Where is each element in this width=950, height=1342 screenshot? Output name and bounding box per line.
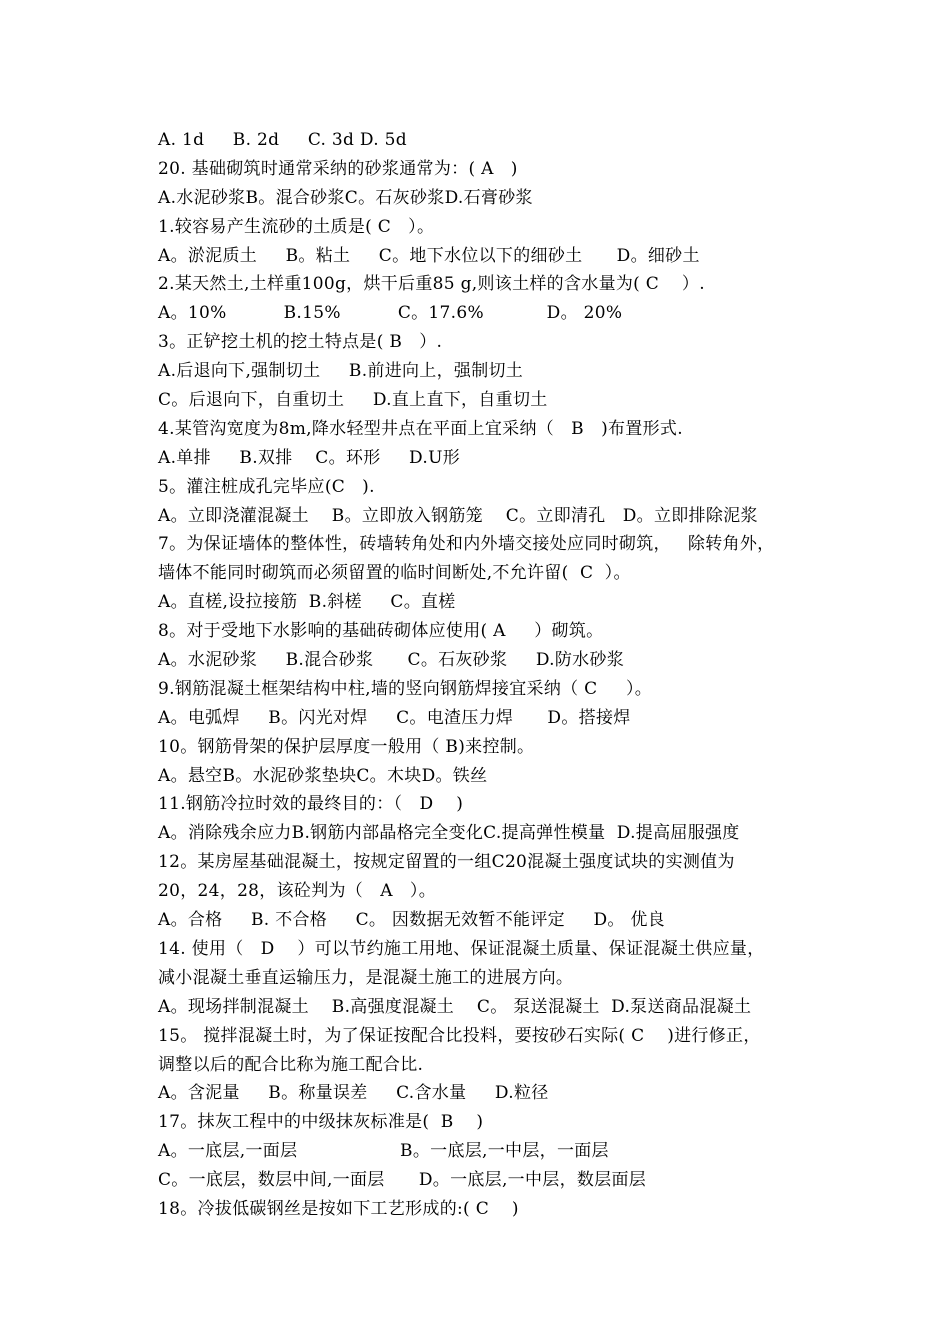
question-9: 9.钢筋混凝土框架结构中柱,墙的竖向钢筋焊接宜采纳（ C ）。 — [158, 678, 653, 699]
question-5: 5。灌注桩成孔完毕应(C ). — [158, 476, 375, 497]
text-line: A.水泥砂浆B。混合砂浆C。石灰砂浆D.石膏砂浆 — [158, 187, 533, 208]
question-15: 15。 搅拌混凝土时，为了保证按配合比投料，要按砂石实际( C )进行修正， — [158, 1025, 761, 1046]
text-line: 调整以后的配合比称为施工配合比. — [158, 1054, 424, 1075]
text-line: A。合格 B. 不合格 C。 因数据无效暂不能评定 D。 优良 — [158, 910, 665, 931]
document-body — [158, 126, 848, 1224]
question-2: 2.某天然土,土样重100g，烘干后重85 g,则该土样的含水量为( C ）. — [158, 274, 705, 295]
text-line: A。水泥砂浆 B.混合砂浆 C。石灰砂浆 D.防水砂浆 — [158, 650, 625, 671]
text-line: 墙体不能同时砌筑而必须留置的临时间断处,不允许留( C ）。 — [158, 563, 631, 584]
question-4: 4.某管沟宽度为8m,降水轻型井点在平面上宜采纳（ B )布置形式. — [158, 418, 683, 439]
text-line: A。电弧焊 B。闪光对焊 C。电渣压力焊 D。搭接焊 — [158, 707, 631, 728]
question-7: 7。为保证墙体的整体性，砖墙转角处和内外墙交接处应同时砌筑， 除转角外， — [158, 534, 775, 555]
question-10: 10。钢筋骨架的保护层厚度一般用（ B)来控制。 — [158, 736, 535, 757]
question-14: 14. 使用（ D ）可以节约施工用地、保证混凝土质量、保证混凝土供应量， — [158, 938, 765, 959]
text-line: A.单排 B.双排 C。环形 D.U形 — [158, 447, 460, 468]
text-line: A。一底层,一面层 B。一底层,一中层，一面层 — [158, 1141, 609, 1162]
text-line: A。含泥量 B。称量误差 C.含水量 D.粒径 — [158, 1083, 549, 1104]
text-line: A。消除残余应力B.钢筋内部晶格完全变化C.提高弹性模量 D.提高屈服强度 — [158, 823, 740, 844]
question-18: 18。冷拔低碳钢丝是按如下工艺形成的:( C ) — [158, 1198, 519, 1219]
text-line: A. 1d B. 2d C. 3d D. 5d — [158, 130, 407, 150]
text-line: C。后退向下，自重切土 D.直上直下，自重切土 — [158, 390, 548, 411]
text-line: A。直槎,设拉接筋 B.斜槎 C。直槎 — [158, 592, 456, 613]
question-3: 3。正铲挖土机的挖土特点是( B ）. — [158, 332, 443, 353]
text-line: A。淤泥质土 B。粘土 C。地下水位以下的细砂土 D。细砂土 — [158, 245, 700, 266]
text-line: C。一底层，数层中间,一面层 D。一底层,一中层，数层面层 — [158, 1170, 647, 1191]
question-8: 8。对于受地下水影响的基础砖砌体应使用( A ）砌筑。 — [158, 621, 604, 642]
question-12: 12。某房屋基础混凝土，按规定留置的一组C20混凝土强度试块的实测值为 — [158, 852, 735, 873]
question-20: 20. 基础砌筑时通常采纳的砂浆通常为：( A ) — [158, 158, 518, 179]
text-line: A。立即浇灌混凝土 B。立即放入钢筋笼 C。立即清孔 D。立即排除泥浆 — [158, 505, 758, 526]
text-line: A。10% B.15% C。17.6% D。 20% — [158, 303, 623, 324]
text-line: A。悬空B。水泥砂浆垫块C。木块D。铁丝 — [158, 765, 488, 786]
text-line: A。现场拌制混凝土 B.高强度混凝土 C。 泵送混凝土 D.泵送商品混凝土 — [158, 996, 752, 1017]
text-line: 减小混凝土垂直运输压力，是混凝土施工的进展方向。 — [158, 967, 574, 988]
text-line: A.后退向下,强制切土 B.前进向上，强制切土 — [158, 361, 524, 382]
question-1: 1.较容易产生流砂的土质是( C ）。 — [158, 216, 435, 237]
question-17: 17。抹灰工程中的中级抹灰标准是( B ) — [158, 1112, 484, 1133]
question-11: 11.钢筋冷拉时效的最终目的：（ D ) — [158, 794, 464, 815]
text-line: 20，24，28，该砼判为（ A ）。 — [158, 881, 436, 902]
